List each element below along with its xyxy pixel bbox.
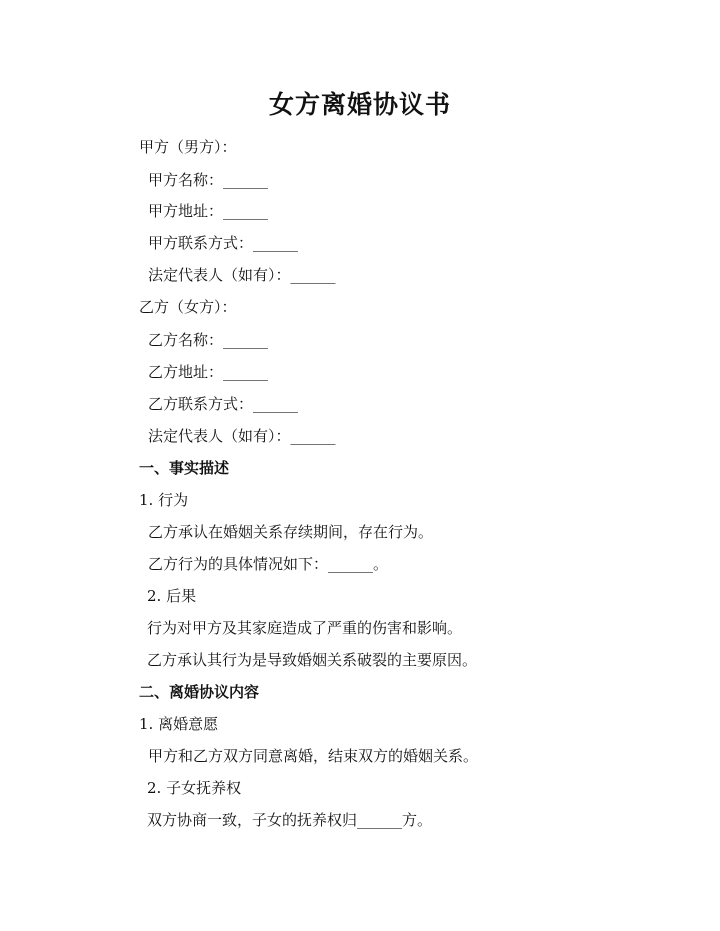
document-title: 女方离婚协议书 — [268, 90, 451, 119]
party-b-address: 乙方地址：______ — [148, 363, 269, 381]
section1-item2-paragraph2: 乙方承认其行为是导致婚姻关系破裂的主要原因。 — [147, 651, 478, 669]
section2-item1-paragraph1: 甲方和乙方双方同意离婚，结束双方的婚姻关系。 — [148, 747, 479, 765]
party-a-heading: 甲方（男方）： — [139, 138, 237, 156]
section2-item2-title: 2. 子女抚养权 — [147, 779, 242, 797]
section1-heading: 一、事实描述 — [139, 459, 230, 477]
section1-item2-title: 2. 后果 — [147, 587, 197, 605]
section2-heading: 二、离婚协议内容 — [139, 683, 260, 701]
section2-item1-title: 1. 离婚意愿 — [139, 715, 219, 733]
section1-item2-paragraph1: 行为对甲方及其家庭造成了严重的伤害和影响。 — [147, 619, 463, 637]
party-a-legal-rep: 法定代表人（如有）：______ — [148, 266, 336, 284]
party-b-heading: 乙方（女方）： — [139, 298, 237, 316]
party-b-legal-rep: 法定代表人（如有）：______ — [148, 427, 336, 445]
section1-item1-paragraph2: 乙方行为的具体情况如下：______。 — [148, 555, 389, 573]
section1-item1-paragraph1: 乙方承认在婚姻关系存续期间，存在行为。 — [148, 523, 434, 541]
party-a-contact: 甲方联系方式：______ — [148, 234, 299, 252]
party-b-contact: 乙方联系方式：______ — [148, 395, 299, 413]
section2-item2-paragraph1: 双方协商一致，子女的抚养权归______方。 — [147, 811, 433, 829]
party-a-address: 甲方地址：______ — [148, 202, 269, 220]
party-a-name: 甲方名称：______ — [148, 171, 269, 189]
party-b-name: 乙方名称：______ — [148, 331, 269, 349]
section1-item1-title: 1. 行为 — [139, 491, 189, 509]
